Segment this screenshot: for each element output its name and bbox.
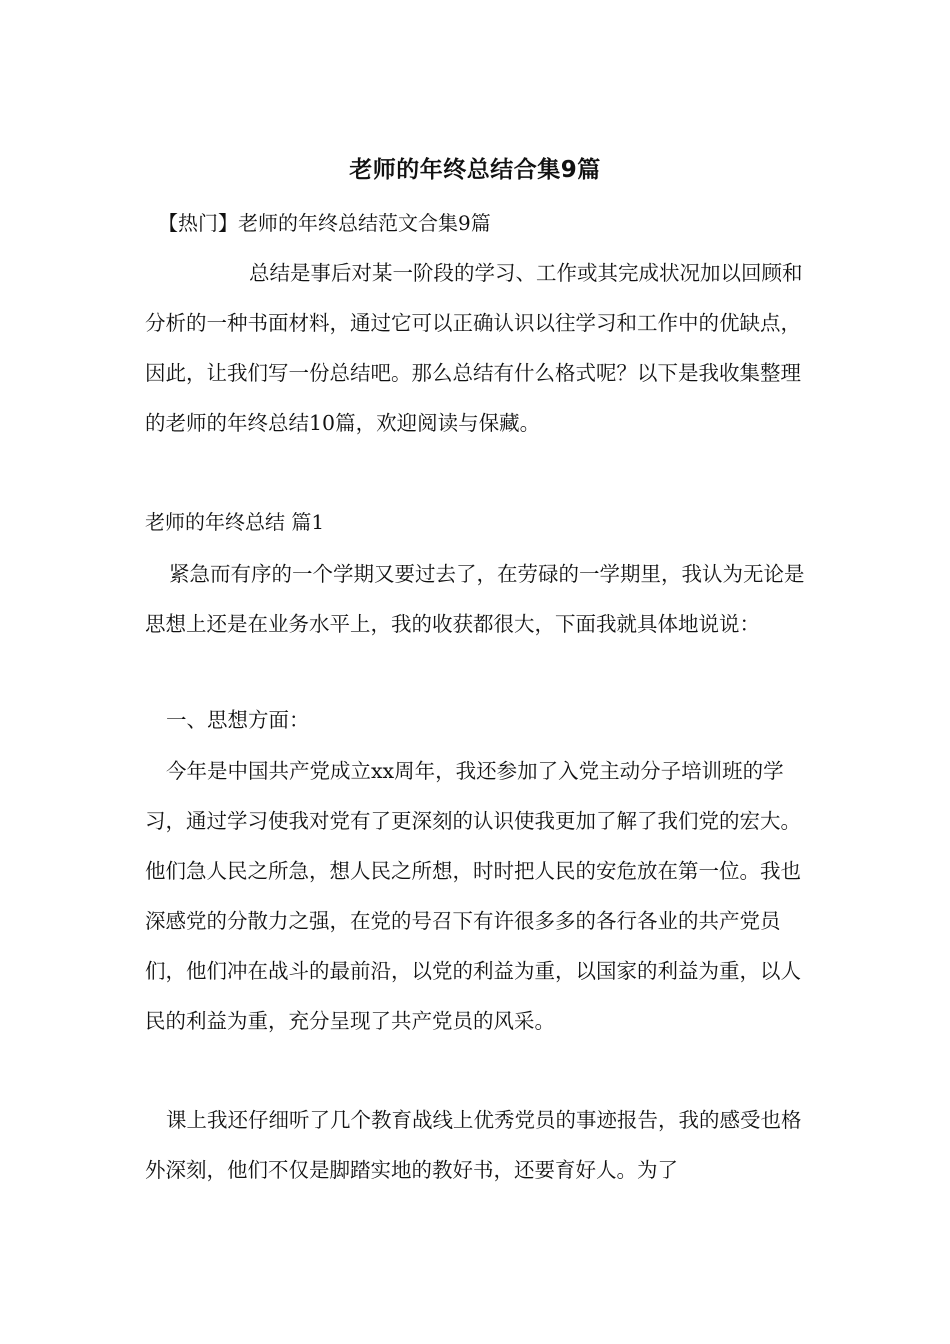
document-subtitle: 【热门】老师的年终总结范文合集9篇 xyxy=(158,211,491,235)
subheading-thought: 一、思想方面： xyxy=(166,708,310,732)
body-paragraph-1: 紧急而有序的一个学期又要过去了，在劳碌的一学期里，我认为无论是思想上还是在业务水平上，我的收获都很大，下面我就具体地说说： xyxy=(145,562,805,636)
body-paragraph-2: 今年是中国共产党成立xx周年，我还参加了入党主动分子培训班的学习，通过学习使我对党有了更深刻的认识使我更加了解了我们党的宏大。他们急人民之所急，想人民之所想，时时把人民的安危放在第一位。我也深感党的分散力之强，在党的号召下有许很多多的各行各业的共产党员们，他们冲在战斗的最前沿，以党的利益为重，以国家的利益为重，以人民的利益为重，充分呈现了共产党员的风采。 xyxy=(145,759,801,1033)
document-title: 老师的年终总结合集9篇 xyxy=(349,157,601,183)
section-heading: 老师的年终总结 篇1 xyxy=(145,510,325,534)
intro-paragraph: 总结是事后对某一阶段的学习、工作或其完成状况加以回顾和分析的一种书面材料，通过它可以正确认识以往学习和工作中的优缺点，因此，让我们写一份总结吧。那么总结有什么格式呢？以下是我收集整理的老师的年终总结10篇，欢迎阅读与保藏。 xyxy=(145,261,803,435)
body-paragraph-3: 课上我还仔细听了几个教育战线上优秀党员的事迹报告，我的感受也格外深刻，他们不仅是脚踏实地的教好书，还要育好人。为了 xyxy=(145,1108,802,1182)
